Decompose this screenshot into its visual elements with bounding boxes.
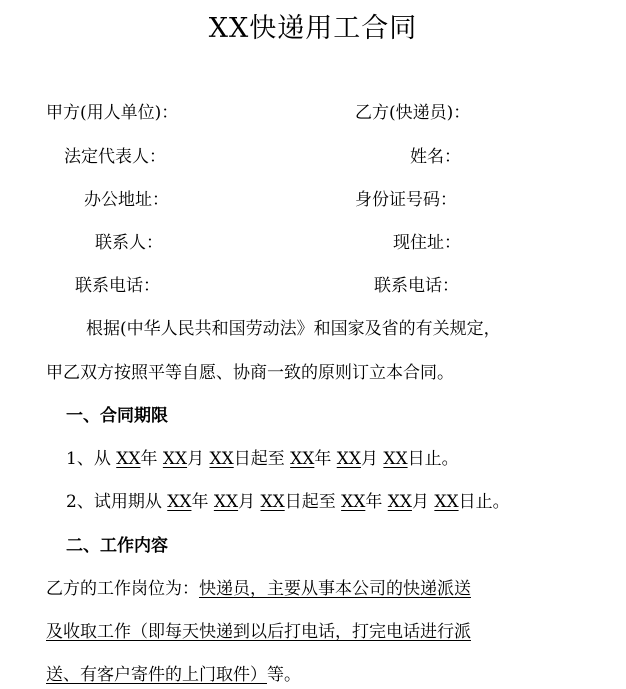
party-b-phone-label: 联系电话： xyxy=(374,276,459,296)
job-content-line-3 xyxy=(46,664,301,686)
document-title: XX快递用工合同 xyxy=(208,13,418,44)
job-position-value: 快递员，主要从事本公司的快递派送 xyxy=(199,579,471,599)
id-number-label: 身份证号码： xyxy=(355,190,457,210)
item-prefix: 2、试用期从 xyxy=(66,492,168,512)
job-content-line-1 xyxy=(46,578,471,600)
start-day-blank: XX xyxy=(260,492,285,512)
section-2-heading: 二、工作内容 xyxy=(66,536,168,556)
start-year-blank: XX xyxy=(167,492,192,512)
current-address-label: 现住址： xyxy=(393,233,461,253)
month-text: 月 xyxy=(360,449,378,469)
start-year-blank: XX xyxy=(116,449,141,469)
end-text: 日止。 xyxy=(458,492,510,512)
month-text: 月 xyxy=(187,449,205,469)
start-month-blank: XX xyxy=(162,449,188,469)
end-day-blank: XX xyxy=(383,449,408,469)
start-text: 日起至 xyxy=(233,449,285,469)
intro-line-2: 甲乙双方按照平等自愿、协商一致的原则订立本合同。 xyxy=(46,363,454,383)
job-position-label: 乙方的工作岗位为： xyxy=(46,579,199,599)
start-month-blank: XX xyxy=(213,492,239,512)
end-month-blank: XX xyxy=(336,449,361,469)
item-prefix: 1、从 xyxy=(66,449,117,469)
contact-person-label: 联系人： xyxy=(95,233,163,253)
year-text: 年 xyxy=(314,449,332,469)
party-a-label: 甲方(用人单位)： xyxy=(46,103,179,123)
intro-line-1: 根据(中华人民共和国劳动法》和国家及省的有关规定， xyxy=(86,319,501,339)
party-b-label: 乙方(快递员)： xyxy=(355,103,471,123)
probation-term-item xyxy=(66,491,510,513)
end-text: 日止。 xyxy=(407,449,459,469)
start-text: 日起至 xyxy=(284,492,336,512)
job-description-end: 等。 xyxy=(267,665,301,685)
legal-representative-label: 法定代表人： xyxy=(64,147,166,167)
end-day-blank: XX xyxy=(434,492,459,512)
end-year-blank: XX xyxy=(290,449,315,469)
end-month-blank: XX xyxy=(387,492,412,512)
end-year-blank: XX xyxy=(341,492,366,512)
section-1-heading: 一、合同期限 xyxy=(66,406,168,426)
name-label: 姓名： xyxy=(410,147,461,167)
year-text: 年 xyxy=(365,492,383,512)
party-a-phone-label: 联系电话： xyxy=(75,276,160,296)
office-address-label: 办公地址： xyxy=(84,190,169,210)
month-text: 月 xyxy=(411,492,429,512)
month-text: 月 xyxy=(238,492,256,512)
start-day-blank: XX xyxy=(209,449,234,469)
job-content-line-2 xyxy=(46,621,471,643)
job-description-text: 送、有客户寄件的上门取件） xyxy=(46,665,267,685)
year-text: 年 xyxy=(191,492,209,512)
job-description-text: 及收取工作（即每天快递到以后打电话，打完电话进行派 xyxy=(46,622,471,642)
contract-term-item xyxy=(66,448,459,470)
year-text: 年 xyxy=(140,449,158,469)
